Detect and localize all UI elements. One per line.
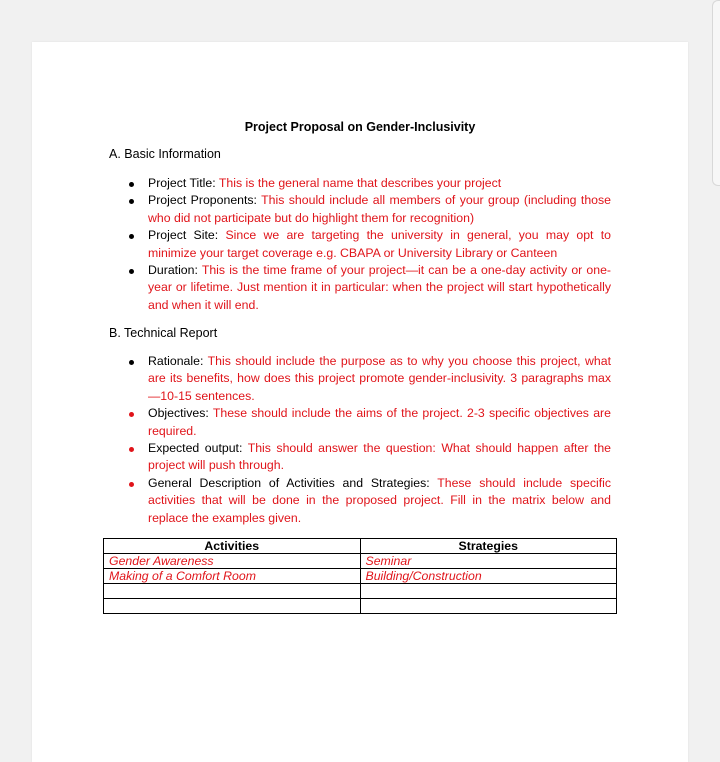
table-row [104,554,617,569]
scrollbar-tab[interactable] [712,0,720,186]
item-instruction: This should answer the question: What should happen after the project will push through. [148,441,612,473]
section-b-heading: B. Technical Report [109,326,218,340]
table-row [104,569,617,584]
table-cell [360,599,617,614]
document-page [32,42,688,762]
table-cell: Making of a Comfort Room [104,569,361,584]
document-title: Project Proposal on Gender-Inclusivity [244,120,476,134]
table-cell [104,599,361,614]
item-label: Project Title: [148,176,216,190]
table-cell: Seminar [360,554,617,569]
list-item [109,353,611,405]
item-instruction: This is the general name that describes your project [218,176,502,190]
bullet-icon [129,360,134,365]
table-row [104,584,617,599]
section-b-list [109,353,611,527]
list-item [109,192,611,227]
item-instruction: These should include the aims of the project. 2-3 specific objectives are required. [148,406,611,438]
item-label: Project Proponents: [148,193,257,208]
table-cell: Building/Construction [360,569,617,584]
list-item [109,475,611,527]
section-a-heading: A. Basic Information [109,147,221,161]
list-item [109,262,611,314]
table-cell [360,584,617,599]
item-instruction: Since we are targeting the university in general, you may opt to minimize your target coverage e.g. CBAPA or University Library or Canteen [148,228,612,260]
bullet-icon [129,234,134,239]
bullet-icon [129,412,134,417]
table-header-row [104,539,617,554]
bullet-icon [129,269,134,274]
item-label: General Description of Activities and Strategies: [148,475,430,490]
bullet-icon [129,447,134,452]
item-instruction: This is the time frame of your project—it can be a one-day activity or one-year or lifetime. Just mention it in particular: when the project will start hypothetically and when it will end. [148,263,611,312]
item-label: Duration: [148,263,198,278]
list-item [109,175,611,192]
list-item [109,227,611,262]
bullet-icon [129,182,134,187]
bullet-icon [129,199,134,204]
item-label: Rationale: [148,354,204,368]
bullet-icon [129,482,134,487]
table-row [104,599,617,614]
column-header-activities: Activities [104,539,361,554]
item-instruction: These should include specific activities that will be done in the proposed project. Fill in the matrix below and replace the examples given. [148,475,611,525]
activities-strategies-matrix [103,538,617,614]
item-instruction: This should include all members of your group (including those who did not participate but do highlight them for recognition) [148,193,611,225]
item-instruction: This should include the purpose as to why you choose this project, what are its benefits, how does this project promote gender-inclusivity. 3 paragraphs max—10-15 sentences. [148,354,611,403]
section-a-list [109,175,611,314]
item-label: Objectives: [148,406,209,421]
table-cell [104,584,361,599]
item-label: Project Site: [148,228,219,243]
item-label: Expected output: [148,441,243,456]
list-item [109,440,611,475]
table-cell: Gender Awareness [104,554,361,569]
list-item [109,405,611,440]
column-header-strategies: Strategies [360,539,617,554]
